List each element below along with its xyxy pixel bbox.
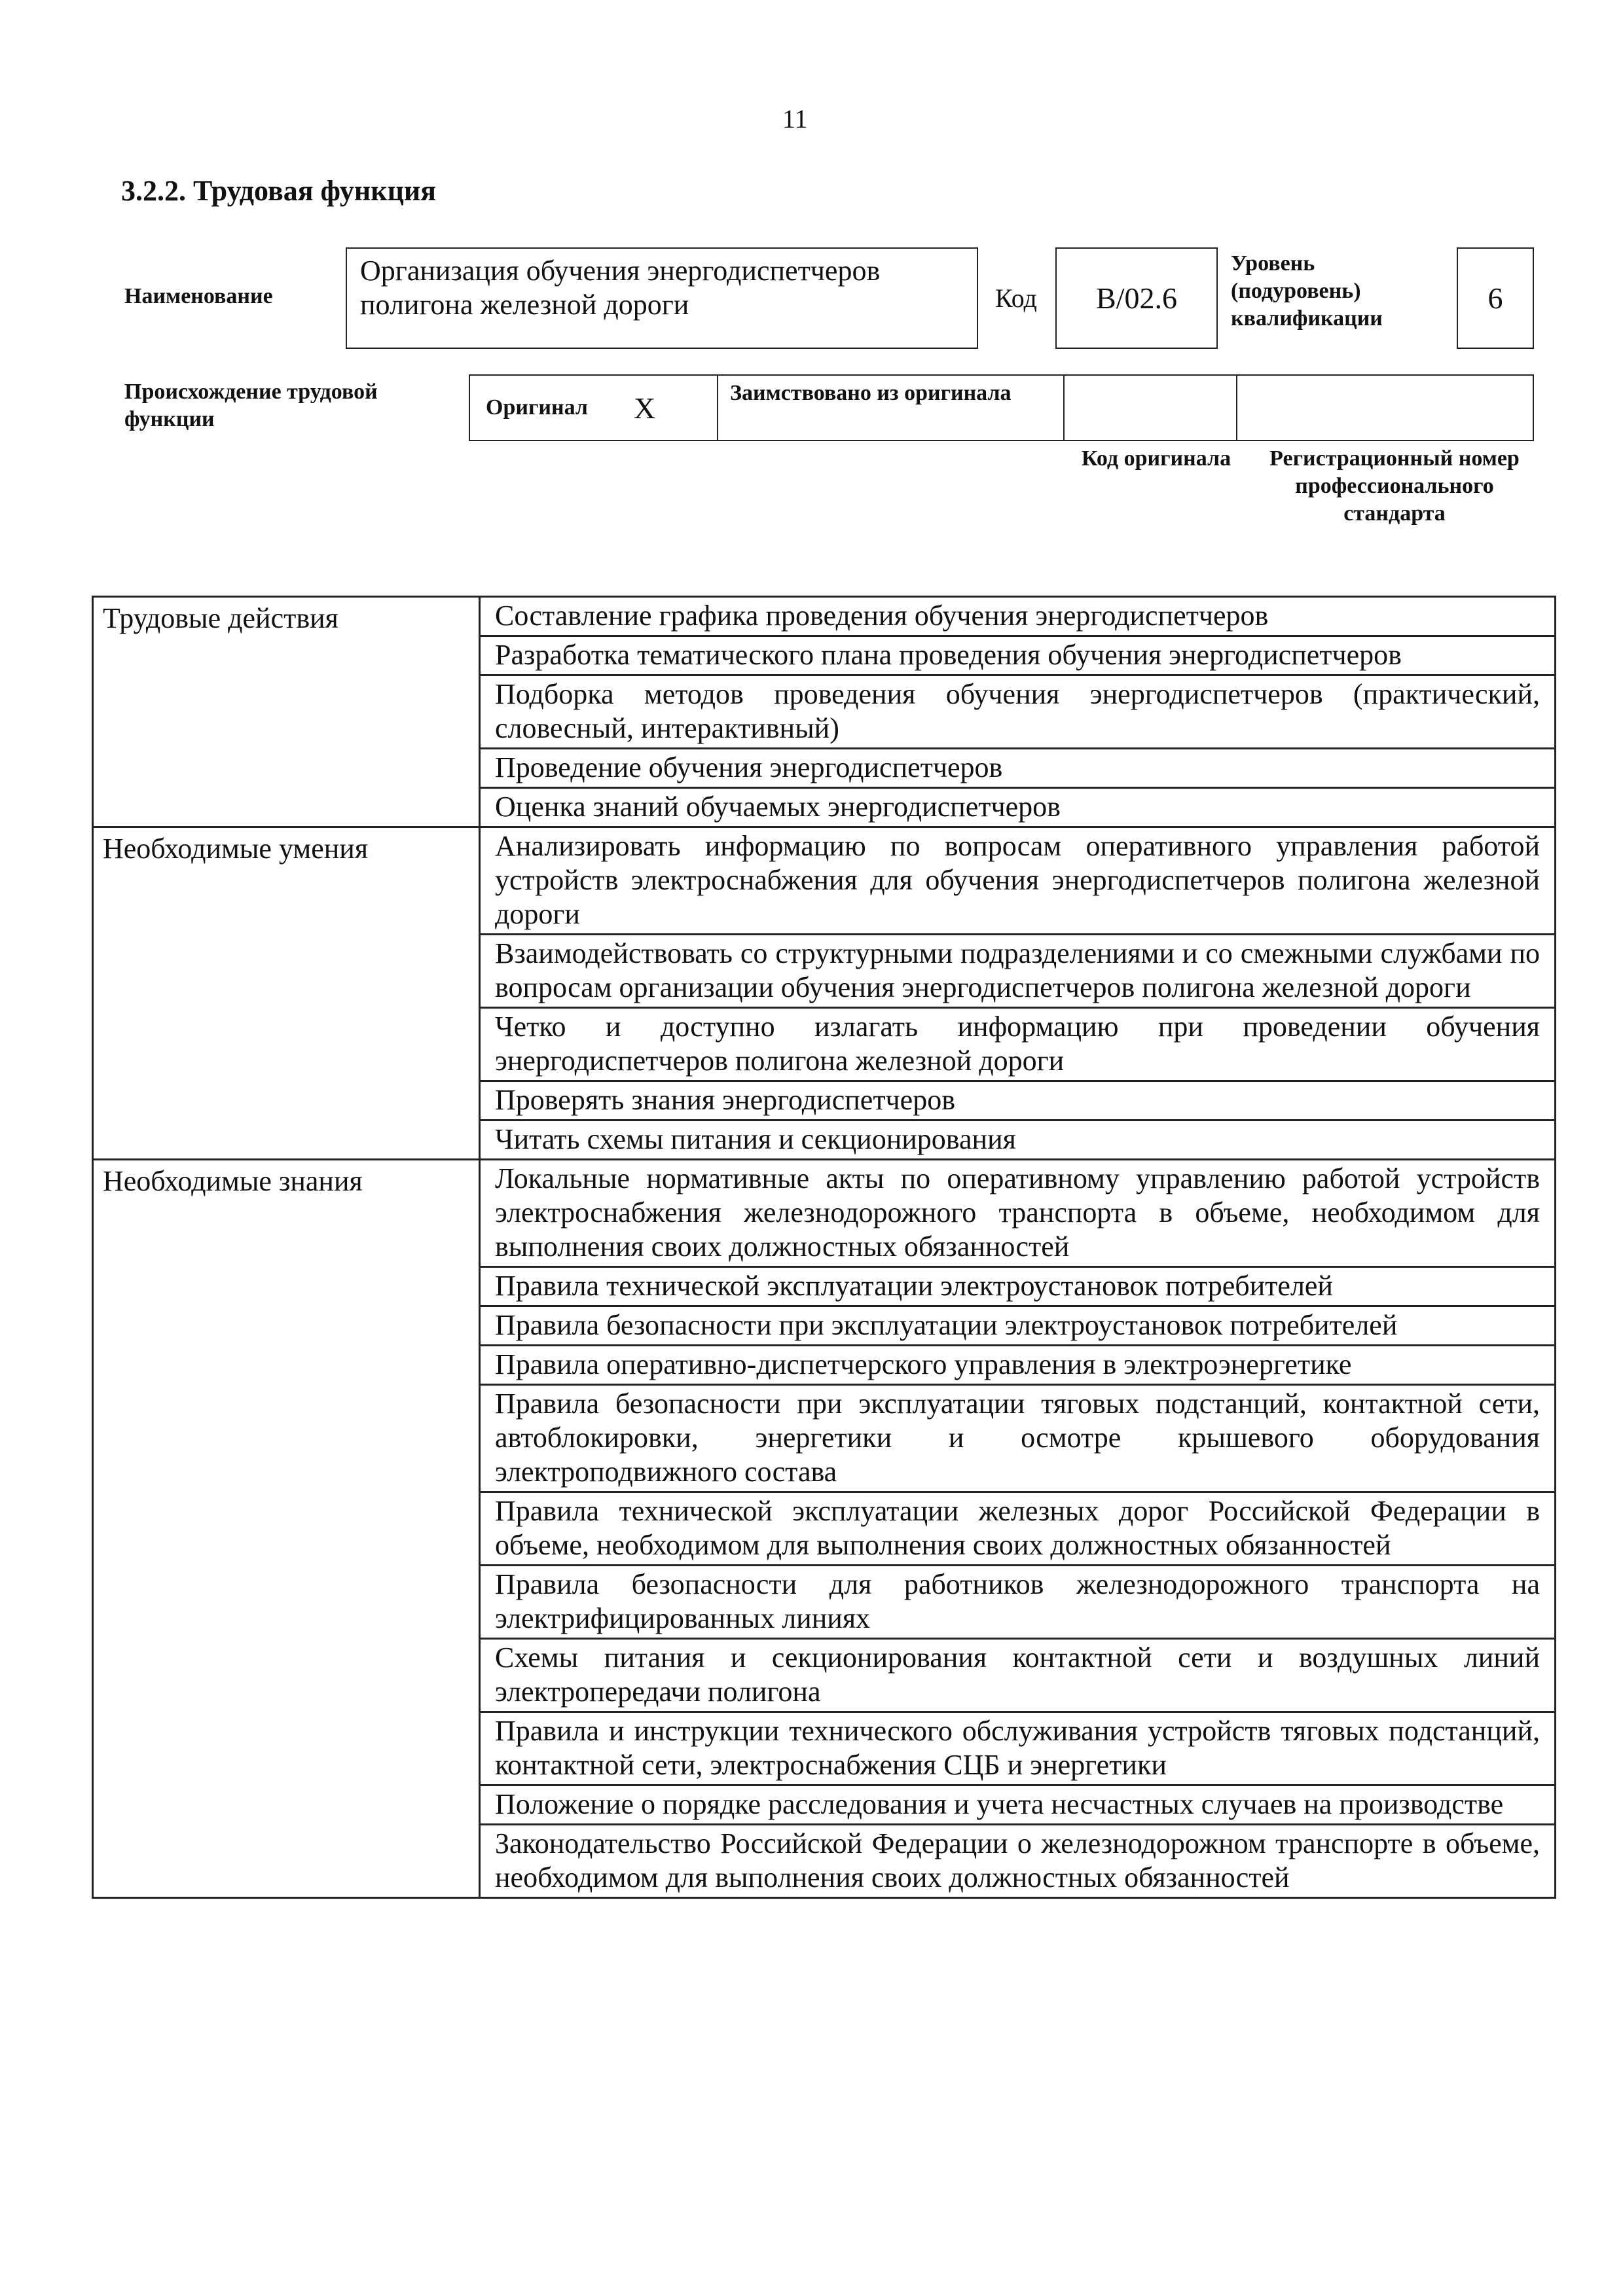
list-item: Правила безопасности при эксплуатации электроустановок потребителей (481, 1307, 1554, 1346)
section-items (480, 597, 1556, 827)
borrowed-label: Заимствовано из оригинала (718, 376, 1065, 440)
code-value-box: B/02.6 (1055, 247, 1218, 349)
section-items (480, 827, 1556, 1160)
level-value-box: 6 (1457, 247, 1534, 349)
list-item: Читать схемы питания и секционирования (495, 1123, 1016, 1155)
original-mark: X (633, 391, 656, 425)
list-item: Правила технической эксплуатации железных дорог Российской Федерации в объеме, необходимом для выполнения своих должностных обязанностей (481, 1493, 1554, 1566)
table-row (93, 827, 1556, 1160)
list-item: Схемы питания и секционирования контактной сети и воздушных линий электропередачи полигона (481, 1640, 1554, 1713)
section-title-knowledge: Необходимые знания (93, 1160, 480, 1898)
list-item: Подборка методов проведения обучения энергодиспетчеров (практический, словесный, интерактивный) (481, 676, 1554, 749)
list-item: Оценка знаний обучаемых энергодиспетчеров (495, 791, 1061, 823)
list-item: Положение о порядке расследования и учета несчастных случаев на производстве (481, 1786, 1554, 1825)
list-item: Проведение обучения энергодиспетчеров (481, 749, 1554, 789)
page-number: 11 (782, 104, 808, 134)
list-item: Правила технической эксплуатации электроустановок потребителей (481, 1268, 1554, 1307)
list-item: Проверять знания энергодиспетчеров (481, 1082, 1554, 1121)
list-item: Правила оперативно-диспетчерского управления в электроэнергетике (481, 1346, 1554, 1386)
original-code-caption: Код оригинала (1081, 446, 1231, 471)
section-title-skills: Необходимые умения (93, 827, 480, 1160)
list-item: Четко и доступно излагать информацию при проведении обучения энергодиспетчеров полигона железной дороги (481, 1009, 1554, 1082)
table-row (93, 597, 1556, 827)
section-title: 3.2.2. Трудовая функция (121, 175, 437, 207)
level-label: Уровень (подуровень) квалификации (1231, 251, 1383, 331)
origin-grid (469, 374, 1534, 441)
list-item: Разработка тематического плана проведения обучения энергодиспетчеров (481, 637, 1554, 676)
original-code-cell (1065, 376, 1237, 440)
name-label: Наименование (124, 284, 273, 308)
list-item: Правила и инструкции технического обслуживания устройств тяговых подстанций, контактной сети, электроснабжения СЦБ и энергетики (481, 1713, 1554, 1786)
list-item: Взаимодействовать со структурными подразделениями и со смежными службами по вопросам организации обучения энергодиспетчеров полигона железной дороги (481, 935, 1554, 1009)
table-row (93, 1160, 1556, 1898)
original-cell (470, 376, 718, 440)
reg-number-caption: Регистрационный номер профессионального стандарта (1269, 446, 1520, 526)
section-title-labor-actions: Трудовые действия (93, 597, 480, 827)
original-label: Оригинал (486, 395, 588, 420)
origin-label: Происхождение трудовой функции (124, 380, 378, 431)
list-item: Законодательство Российской Федерации о железнодорожном транспорте в объеме, необходимом для выполнения своих должностных обязанностей (495, 1827, 1540, 1893)
reg-number-cell (1237, 376, 1533, 440)
list-item: Анализировать информацию по вопросам оперативного управления работой устройств электроснабжения для обучения энергодиспетчеров полигона железной дороги (481, 828, 1554, 935)
list-item: Локальные нормативные акты по оперативному управлению работой устройств электроснабжения железнодорожного транспорта в объеме, необходимом для выполнения своих должностных обязанностей (481, 1160, 1554, 1268)
list-item: Правила безопасности при эксплуатации тяговых подстанций, контактной сети, автоблокировки, энергетики и осмотре крышевого оборудования электроподвижного состава (481, 1386, 1554, 1493)
code-label: Код (995, 283, 1037, 313)
list-item: Составление графика проведения обучения энергодиспетчеров (481, 598, 1554, 637)
function-table (92, 596, 1556, 1899)
name-value-box: Организация обучения энергодиспетчеров полигона железной дороги (346, 247, 978, 349)
section-items (480, 1160, 1556, 1898)
list-item: Правила безопасности для работников железнодорожного транспорта на электрифицированных линиях (481, 1566, 1554, 1640)
